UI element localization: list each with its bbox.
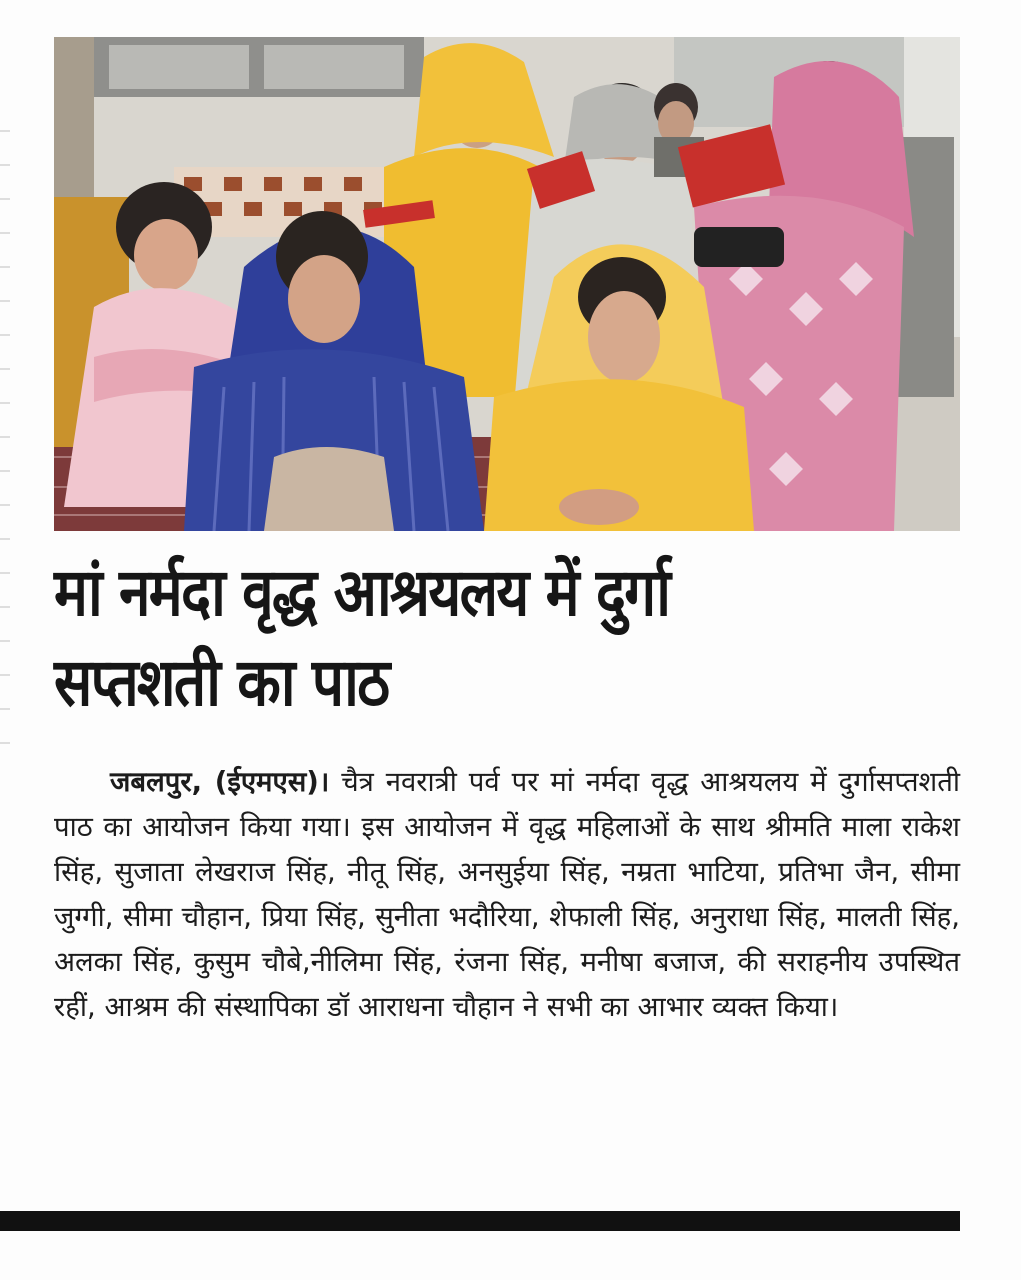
column-gutter-marks — [0, 130, 10, 770]
article-dateline: जबलपुर, (ईएमएस)। — [110, 766, 330, 798]
headline-line-1: मां नर्मदा वृद्ध आश्रयलय में दुर्गा — [54, 554, 670, 631]
photo-illustration — [54, 37, 960, 531]
column-bottom-rule — [0, 1211, 960, 1231]
article-body-text: चैत्र नवरात्री पर्व पर मां नर्मदा वृद्ध आश्रयलय में दुर्गासप्तशती पाठ का आयोजन किया गया। इस आयोजन में वृद्ध महिलाओं के साथ श्रीमति माला राकेश सिंह, सुजाता लेखराज सिंह, नीतू सिंह, अनसुईया सिंह, नम्रता भाटिया, प्रतिभा जैन, सीमा जुग्गी, सीमा चौहान, प्रिया सिंह, सुनीता भदौरिया, शेफाली सिंह, अनुराधा सिंह, मालती सिंह, अलका सिंह, कुसुम चौबे,नीलिमा सिंह, रंजना सिंह, मनीषा बजाज, की सराहनीय उपस्थित रहीं, आश्रम की संस्थापिका डॉ आराधना चौहान ने सभी का आभार व्यक्त किया। — [54, 766, 960, 1023]
article-body — [54, 760, 960, 1030]
article-photo — [54, 37, 960, 531]
article-headline — [54, 548, 833, 728]
headline-line-2: सप्तशती का पाठ — [54, 644, 389, 721]
